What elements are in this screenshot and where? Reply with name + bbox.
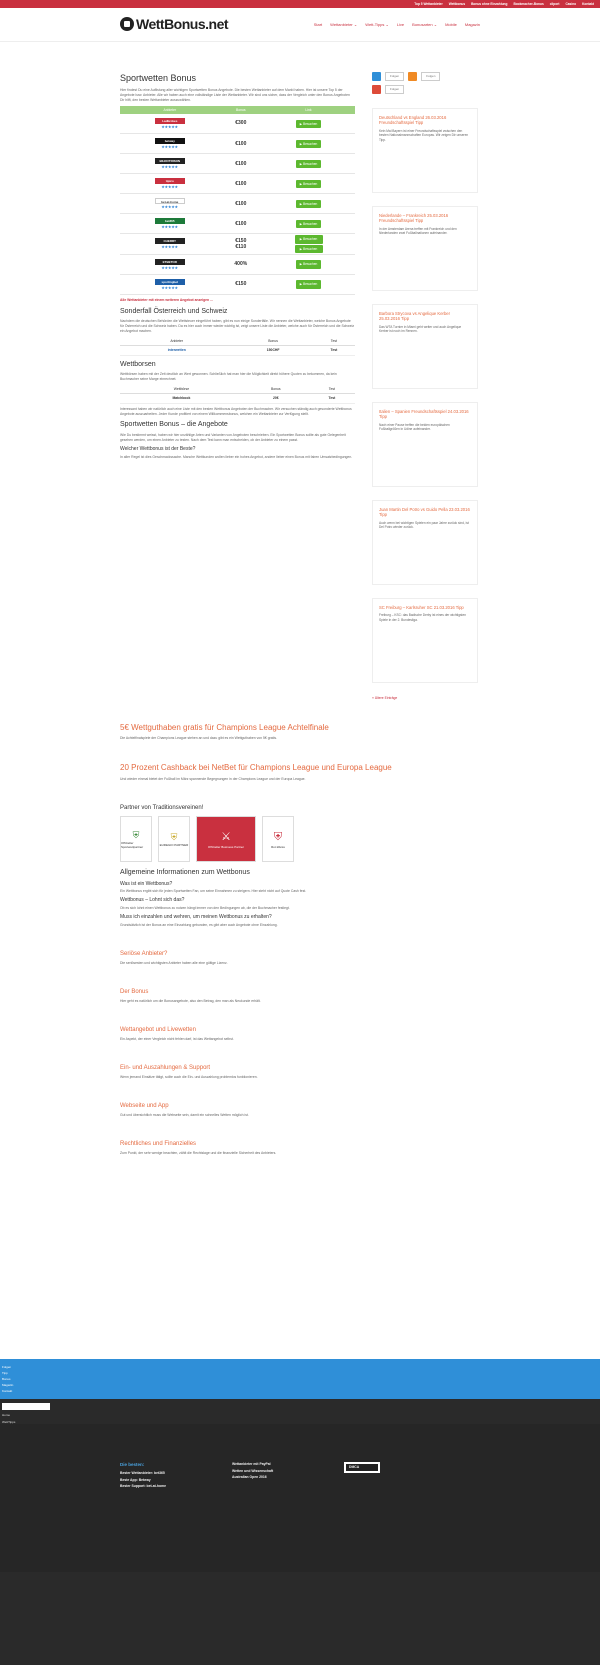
topbar-link[interactable]: Bonus ohne Einzahlung — [471, 1, 508, 6]
card-title[interactable]: Italien – Spanien Freundschaftsspiel 24.03.2016 Tipp — [379, 409, 469, 420]
sidebar-card — [372, 500, 478, 585]
promo2-title[interactable]: 20 Prozent Cashback bei NetBet für Champions League und Europa League — [120, 763, 392, 773]
nav-item[interactable]: Wett-Tipps ⌄ — [365, 21, 389, 27]
site-header — [0, 8, 600, 42]
brand-cell — [120, 234, 220, 255]
crest-icon: ⛨ — [273, 830, 283, 843]
social-row — [372, 72, 478, 81]
more-bookmakers-link[interactable]: Alle Wettanbieter mit einem weiteren Angebot anzeigen ... — [120, 298, 213, 303]
footer-col-title: Die besten: — [120, 1462, 145, 1467]
promo2-text: Und wieder einmal bietet der Fußball im März spannende Begegnungen in der Champions League und der Europa League. — [120, 777, 306, 782]
link-cell — [262, 255, 355, 275]
partners-title: Partner von Traditionsvereinen! — [120, 805, 204, 812]
brand-logo[interactable]: ETBETOR — [155, 259, 185, 265]
brand-logo[interactable]: Ladbrokes — [155, 118, 185, 124]
topbar-link[interactable]: cliport — [549, 1, 560, 6]
partner-logos — [120, 816, 480, 862]
heading-recht: Rechtliches und Finanzielles — [120, 1140, 197, 1147]
nav-item[interactable]: Wettanbieter ⌄ — [330, 21, 358, 27]
heading-welcher: Welcher Wettbonus ist der Beste? — [120, 445, 196, 452]
link-cell — [262, 134, 355, 154]
table-row — [120, 255, 355, 275]
brand-logo[interactable]: betway — [155, 138, 185, 144]
col-test: Test — [313, 337, 355, 345]
main-content — [120, 72, 355, 701]
link-cell — [262, 174, 355, 194]
table-row — [120, 134, 355, 154]
col-anbieter: Anbieter — [120, 106, 220, 114]
text-einzahlen: Grundsätzlich ist der Bonus an eine Einzahlung gebunden, es gibt aber auch Angebote ohne Einzahlung. — [120, 922, 278, 927]
crest-icon: ⛨ — [132, 830, 140, 841]
heading-oesterreich: Sonderfall Österreich und Schweiz — [120, 308, 228, 316]
menu-item[interactable]: WettTipps — [2, 1419, 16, 1424]
sidebar-card — [372, 206, 478, 291]
link-cell — [262, 154, 355, 174]
brand-logo[interactable]: CHERRY — [155, 238, 185, 244]
link-cell — [262, 194, 355, 214]
soccer-ball-icon — [120, 17, 134, 31]
text-was: Ein Wettbonus ergibt sich für jeden Sportwetten Fan, um seine Einnahmen zu steigern. Hier steht nicht auf Quote Cash fest. — [120, 889, 307, 894]
bonus-value: €100 — [220, 214, 262, 234]
social-row-2 — [372, 85, 478, 94]
table-row — [120, 214, 355, 234]
follow-rss-button[interactable]: Folgen — [421, 72, 440, 80]
text-angebote: Wie Du bestimmt weisst, haben wir hier unzählige Arten und Varianten von Angeboten beschrieben. Ein Sportwetten Bonus sollte als gute Gelegenheit gesehen werden, um einen Anbieter zu testen. Nach dem Test kann man entscheiden, ob der Anbieter zu einem passt. — [120, 432, 346, 442]
rating-stars: ★★★★★ — [161, 205, 179, 210]
visit-button[interactable]: ▶ Besuchen — [296, 280, 322, 288]
twitter-icon[interactable] — [372, 72, 381, 81]
site-logo[interactable] — [120, 15, 228, 34]
sidebar-card — [372, 304, 478, 389]
table-row — [120, 234, 355, 255]
visit-button[interactable]: ▶ Besuchen — [296, 160, 322, 168]
col-bonus: Bonus — [233, 337, 312, 345]
footer-link[interactable]: Beste App: Betway — [120, 1477, 151, 1482]
link-cell — [262, 214, 355, 234]
brand-cell — [120, 154, 220, 174]
footer-link[interactable]: Bester Support: bet-at-home — [120, 1484, 166, 1489]
bonus-value: €150 €110 — [220, 234, 262, 255]
heading-allgemein: Allgemeine Informationen zum Wettbonus — [120, 869, 250, 877]
follow-gplus-button[interactable]: Folgen — [385, 85, 404, 93]
col-test: Test — [309, 385, 355, 393]
footer-link[interactable]: Wetten und Wissenschaft — [232, 1468, 274, 1473]
topbar-link[interactable]: Casino — [565, 1, 577, 6]
fork-icon: ⚔ — [221, 830, 231, 843]
partner-label: EUREGIO PARTNER — [159, 843, 189, 848]
table-row — [120, 154, 355, 174]
link-cell — [262, 275, 355, 295]
rating-stars: ★★★★★ — [161, 185, 179, 190]
brand-cell — [120, 174, 220, 194]
partner-label: Offizieller Business Partner — [207, 844, 245, 849]
footer-col-best — [120, 1462, 210, 1572]
card-title[interactable]: Barbora Strycova vs Angelique Kerber 25.03.2016 Tipp — [379, 311, 450, 322]
text-recht: Zum Punkt, der sehr wenige beachten, zählt die Rechtslage und die finanzielle Sicherheit des Anbieters. — [120, 1150, 277, 1155]
blue-menu-item[interactable]: Folgen — [2, 1365, 12, 1369]
link-cell — [262, 114, 355, 134]
brand-cell — [120, 134, 220, 154]
card-text: Auch wenn bei wichtigen Spielen ein paar Jahre zurück sind, ist Del Potro wieder zurück. — [379, 520, 469, 530]
rating-stars: ★★★★★ — [161, 265, 179, 270]
sidebar-card — [372, 108, 478, 193]
brand-interwetten[interactable]: interwetten — [120, 345, 233, 355]
bonus-value: 400% — [220, 255, 262, 275]
rating-stars: ★★★★★ — [161, 145, 179, 150]
col-link: Link — [262, 106, 355, 114]
table-row — [120, 194, 355, 214]
partner-label: Rot-Weiss — [271, 844, 285, 849]
table-row — [120, 174, 355, 194]
bonus-value: €100 — [220, 154, 262, 174]
text-serioes: Die seriösesten und wichtigsten Anbieter haben alle eine gültige Lizenz. — [120, 960, 228, 965]
blue-menu-item[interactable]: Magazin — [2, 1383, 14, 1387]
promo1-text: Die Achtelfinalspiele der Champions League stehen an und dazu gibt es ein Wettguthaben von 5€ gratis. — [120, 736, 277, 741]
brand-cell — [120, 194, 220, 214]
card-title[interactable]: SC Freiburg – Karlsruher SC 21.03.2016 Tipp — [379, 605, 464, 610]
topbar-link[interactable]: Bookmacher-Bonus — [513, 1, 544, 6]
crest-icon: ⛨ — [170, 832, 178, 843]
text-bonus: Hier geht es natürlich um die Bonusangebote, also den Betrag, den man als Neukunde erhält. — [120, 998, 261, 1003]
rating-stars: ★★★★★ — [161, 124, 179, 129]
footer-link[interactable]: Wettanbieter mit PayPal — [232, 1462, 271, 1466]
promo-section — [0, 723, 600, 1156]
rss-icon[interactable] — [408, 72, 417, 81]
footer-link[interactable]: Australian Open 2016 — [232, 1475, 267, 1480]
visit-button[interactable]: ▶ Besuchen — [296, 220, 322, 228]
table-row — [120, 114, 355, 134]
card-text: Kein Mal Bayern ist einer Freundschaftsspiel zwischen den besten Nationalmannschaften Europas. Wir zeigen Dir unseren Tipp. — [379, 128, 469, 142]
visit-button[interactable]: ▶ Besuchen — [296, 200, 322, 208]
sidebar-card — [372, 402, 478, 487]
nav-item[interactable]: Start — [313, 21, 323, 27]
brand-cell — [120, 275, 220, 295]
rating-stars: ★★★★★ — [161, 285, 179, 290]
bonus-value: 150CHF — [233, 345, 312, 355]
card-text: Das WTA Turnier in Miami geht weiter und auch Angelique Kerber ist noch im Rennen. — [379, 324, 462, 334]
bonus-value: €100 — [220, 174, 262, 194]
text-lohnt: Ob es sich lohnt einen Wettbonus zu nutzen hängt immer von den Bedingungen ab, die der Buchmacher festlegt. — [120, 906, 290, 911]
brand-matchbook[interactable]: Matchbook — [120, 393, 243, 403]
col-bonus: Bonus — [220, 106, 262, 114]
card-text: Nach einer Pause treffen die beiden europäischen Fußballgrößen in Udine aufeinander. — [379, 422, 450, 432]
brand-cell — [120, 255, 220, 275]
bonus-value: €300 — [220, 114, 262, 134]
card-text: In der Amsterdam Arena treffen mit Frankreich und den Niederlanden zwei Fußballnationen aufeinander. — [379, 226, 457, 236]
dmca-badge[interactable]: DMCA — [344, 1462, 380, 1473]
footer-col-links — [232, 1462, 322, 1572]
blue-menu-item[interactable]: Kontakt — [2, 1389, 13, 1393]
card-title[interactable]: Niederlande – Frankreich 25.03.2016 Freundschaftsspiel Tipp — [379, 213, 449, 224]
heading-angebote: Sportwetten Bonus – die Angebote — [120, 421, 228, 429]
text-wettborsen: Wettbörsen haben mit der Zeit deutlich an Wert gewonnen. Schließlich hat man hier die Möglichkeit direkt höhere Quoten zu bekommen, da kein Buchmacher seine Marge einrechnet. — [120, 372, 337, 382]
rating-stars: ★★★★★ — [161, 165, 179, 170]
card-title[interactable]: Deutschland vs England 26.03.2016 Freundschaftsspiel Tipp — [379, 115, 447, 126]
page-title: Sportwetten Bonus — [120, 73, 197, 83]
visit-button[interactable]: ▶ Besuchen — [295, 235, 323, 243]
intro-text: Hier findest Du eine Auflistung aller wichtigen Sportwetten Bonus Angebote. Die besten Wettanbieter auf dem Markt haben. Hier ist unsere Top 5 der Angebote bzw. Anbieter. Alle wir haben auch eine vollständige Liste der Wettanbieter. Wir sind uns sicher, dass der Vergleich unter den Bonus Angeboten Dir hilft, den besten Wettanbieter auszuwählen. — [120, 88, 350, 103]
heading-lohnt: Wettbonus – Lohnt sich das? — [120, 897, 185, 904]
visit-button[interactable]: ▶ Besuchen — [296, 140, 322, 148]
heading-webseite: Webseite und App — [120, 1102, 169, 1109]
text-zahlungen: Wenn jemand Einsätze tätigt, sollte auch die Ein- und Auszahlung problemlos funktionieren. — [120, 1074, 258, 1079]
text-long: Interessant haben wir natürlich auch eine Liste mit den besten Wettbonus Angeboten der Buchmacher. Wir versuchen ständig auch gesonderte Wettbonus Angebote auszuarbeiten. Jeder Kunde profitiert von einem Willkommensbonus, welchen ein Wettanbieter zur Verfügung stellt. — [120, 406, 352, 416]
heading-wettangebot: Wettangebot und Livewetten — [120, 1026, 196, 1033]
topbar-link[interactable]: Wettbonus — [448, 1, 466, 6]
top-bar — [0, 0, 600, 8]
heading-zahlungen: Ein- und Auszahlungen & Support — [120, 1064, 211, 1071]
heading-einzahlen: Muss ich einzahlen und wehren, um meinen Wettbonus zu erhalten? — [120, 913, 272, 920]
visit-button[interactable]: ▶ Besuchen — [296, 180, 322, 188]
partner-logo-1[interactable] — [120, 816, 152, 862]
brand-cell — [120, 214, 220, 234]
austria-table — [120, 337, 355, 356]
bonus-value: €100 — [220, 194, 262, 214]
exchange-table — [120, 385, 355, 404]
site-footer — [0, 1424, 600, 1572]
blue-menu-item[interactable]: Tipp — [2, 1371, 8, 1375]
text-welcher: In aller Regel ist dies Geschmackssache. Manche Wettkunden wollen lieber ein hohes Angebot, andere lieber einen Bonus mit fairen Umsatzbedingungen. — [120, 454, 353, 459]
blue-menu-item[interactable]: Bonus — [2, 1377, 11, 1381]
partner-logo-2[interactable] — [158, 816, 190, 862]
partner-logo-3[interactable] — [196, 816, 256, 862]
brand-logo[interactable]: bet365 — [155, 218, 185, 224]
card-text: Freiburg – KSC: das Badische Derby ist eines der wichtigsten Spiele in der 2. Bundesliga. — [379, 613, 466, 622]
brand-cell — [120, 114, 220, 134]
bonus-value: 20€ — [243, 393, 309, 403]
nav-item[interactable]: Mobile — [445, 21, 457, 27]
brand-logo[interactable]: BILDOTRISON — [155, 158, 185, 164]
search-input[interactable] — [2, 1403, 50, 1410]
sidebar — [372, 72, 478, 701]
promo1-title[interactable]: 5€ Wettguthaben gratis für Champions League Achtelfinale — [120, 722, 329, 732]
text-webseite: Gut und übersichtlich muss die Webseite sein, damit ein schnelles Wetten möglich ist. — [120, 1112, 249, 1117]
nav-item[interactable]: Bonusarten ⌄ — [412, 21, 438, 27]
heading-was: Was ist ein Wettbonus? — [120, 880, 173, 887]
visit-button[interactable]: ▶ Besuchen — [296, 260, 322, 268]
text-wettangebot: Ein Aspekt, der einer Vergleich nicht fehlen darf, ist das Wettangebot selbst. — [120, 1036, 234, 1041]
heading-bonus: Der Bonus — [120, 988, 149, 995]
brand-logo[interactable]: tipico — [155, 178, 185, 184]
col-wettborse: Wettbörse — [120, 385, 243, 393]
heading-serioes: Seriöse Anbieter? — [120, 950, 168, 957]
text-oesterreich: Nachdem die deutschen Behörden die Wettsteuer eingeführt haben, gibt es nun einige Sonderfälle. Wir nennen die Wettanbieter, welche Bonus Angebote für Österreich und die Schweiz haben. Da es hier auch immer wieder wichtig ist, zeigt unsere Liste die Anbieter, welche auch für Österreich und die Schweiz ein Angebot machen. — [120, 319, 355, 334]
blue-footer-bar — [0, 1359, 600, 1399]
follow-twitter-button[interactable]: Folgen — [385, 72, 404, 80]
brand-logo[interactable]: sportingbet — [155, 279, 185, 285]
footer-col-dmca — [344, 1462, 434, 1572]
partner-label: Offizieller Sportwettpartner — [121, 841, 144, 850]
test-link[interactable]: Test — [309, 393, 355, 403]
partner-logo-4[interactable] — [262, 816, 294, 862]
topbar-link[interactable]: Kontakt — [582, 1, 594, 6]
rating-stars: ★★★★★ — [161, 225, 179, 230]
test-link[interactable]: Test — [313, 345, 355, 355]
col-bonus: Bonus — [243, 385, 309, 393]
rating-stars: ★★★★★ — [161, 245, 179, 250]
main-nav — [314, 22, 480, 27]
col-anbieter: Anbieter — [120, 337, 233, 345]
google-plus-icon[interactable] — [372, 85, 381, 94]
brand-logo[interactable]: bet-at-home — [155, 198, 185, 204]
nav-item[interactable]: Magazin — [464, 21, 480, 27]
logo-text: WettBonus.net — [136, 16, 229, 33]
visit-button[interactable]: ▶ Besuchen — [295, 245, 323, 253]
sidebar-card — [372, 598, 478, 683]
bonus-table — [120, 106, 355, 295]
footer-link[interactable]: Bester Wettanbieter: bet365 — [120, 1471, 165, 1476]
nav-item[interactable]: Live — [396, 21, 405, 27]
menu-item[interactable]: Home — [2, 1413, 11, 1417]
topbar-link[interactable]: Top 5 Wettanbieter — [414, 1, 443, 6]
link-cell — [262, 234, 355, 255]
bonus-value: €150 — [220, 275, 262, 295]
bonus-value: €100 — [220, 134, 262, 154]
older-posts-link[interactable]: « Ältere Einträge — [372, 696, 398, 700]
table-row — [120, 275, 355, 295]
heading-wettborsen: Wettborsen — [120, 360, 156, 368]
visit-button[interactable]: ▶ Besuchen — [296, 120, 322, 128]
card-title[interactable]: Juan Martin Del Potro vs Guido Pella 23.03.2016 Tipp — [379, 507, 470, 518]
